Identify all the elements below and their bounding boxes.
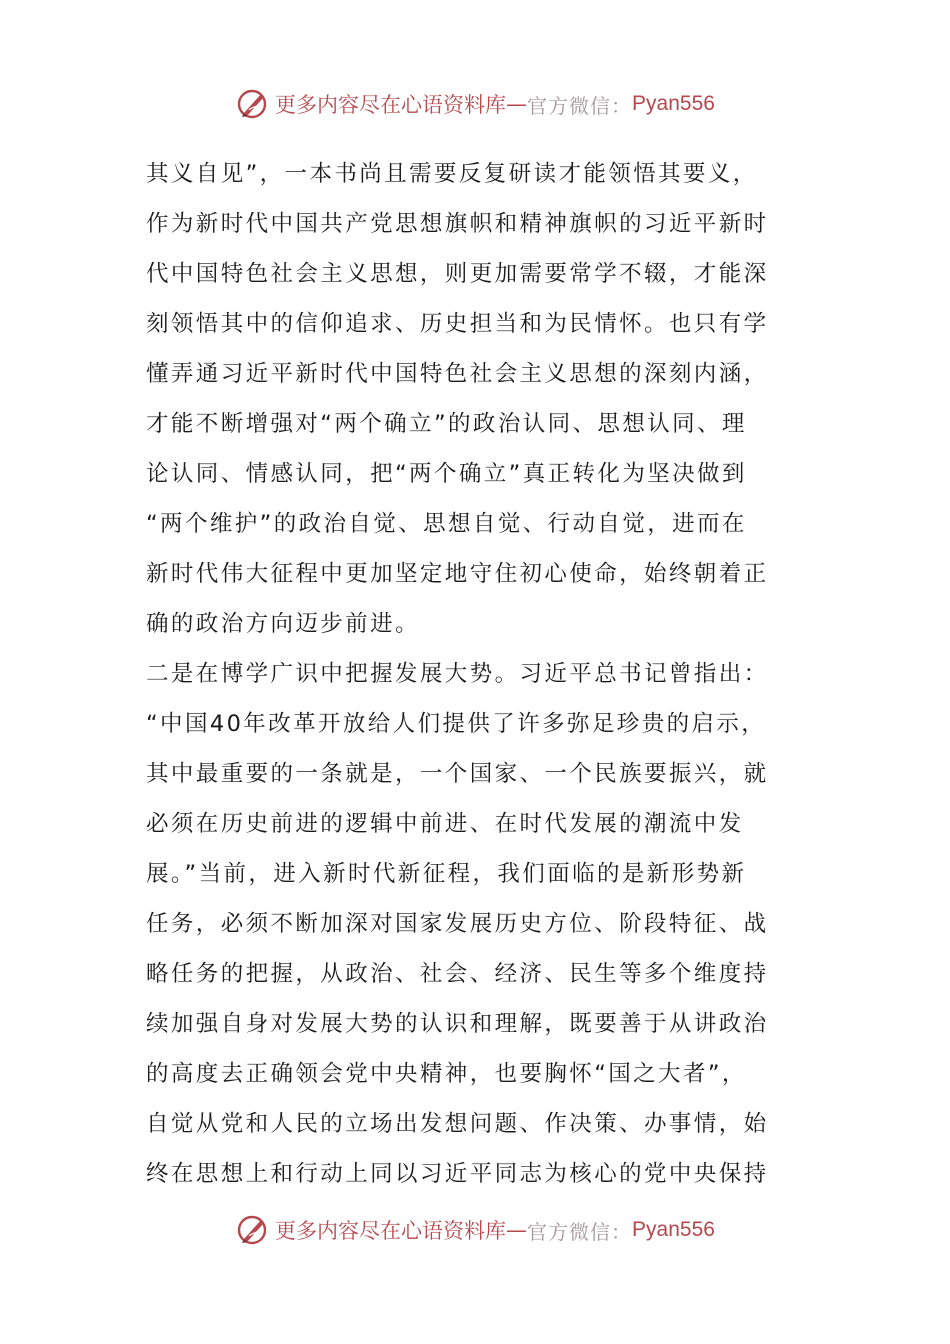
footer-brand-text: 更多内容尽在心语资料库 xyxy=(275,1219,507,1243)
header-banner xyxy=(0,84,950,124)
body-line: 新时代伟大征程中更加坚定地守住初心使命，始终朝着正 xyxy=(146,561,769,587)
body-line: 自觉从党和人民的立场出发想问题、作决策、办事情，始 xyxy=(146,1111,769,1137)
footer-wechat-id: Pyan556 xyxy=(632,1218,715,1241)
document-body xyxy=(146,149,811,1199)
header-wechat-id: Pyan556 xyxy=(632,92,715,115)
body-line: 刻领悟其中的信仰追求、历史担当和为民情怀。也只有学 xyxy=(146,311,769,337)
body-line: 代中国特色社会主义思想，则更加需要常学不辍，才能深 xyxy=(146,261,769,287)
footer-dash: — xyxy=(506,1218,528,1242)
footer-wechat-label: 官方微信： xyxy=(527,1219,633,1244)
body-line: 任务，必须不断加深对国家发展历史方位、阶段特征、战 xyxy=(146,911,769,937)
body-line: 懂弄通习近平新时代中国特色社会主义思想的深刻内涵， xyxy=(146,361,769,387)
body-line: 确的政治方向迈步前进。 xyxy=(146,611,420,637)
body-line: 其中最重要的一条就是，一个国家、一个民族要振兴，就 xyxy=(146,761,769,787)
body-line: 作为新时代中国共产党思想旗帜和精神旗帜的习近平新时 xyxy=(146,211,769,237)
body-line: 其义自见”，一本书尚且需要反复研读才能领悟其要义， xyxy=(146,161,758,187)
body-line: 的高度去正确领会党中央精神，也要胸怀“国之大者”， xyxy=(146,1061,747,1087)
body-line: 续加强自身对发展大势的认识和理解，既要善于从讲政治 xyxy=(146,1011,769,1037)
header-brand-text: 更多内容尽在心语资料库 xyxy=(275,93,507,117)
pen-logo-icon xyxy=(235,86,271,122)
body-line: 必须在历史前进的逻辑中前进、在时代发展的潮流中发 xyxy=(146,811,744,837)
body-line: 论认同、情感认同，把“两个确立”真正转化为坚决做到 xyxy=(146,461,747,487)
body-line: 略任务的把握，从政治、社会、经济、民生等多个维度持 xyxy=(146,961,769,987)
body-line: “中国40年改革开放给人们提供了许多弥足珍贵的启示， xyxy=(146,711,767,737)
body-line: 才能不断增强对“两个确立”的政治认同、思想认同、理 xyxy=(146,411,747,437)
body-line: 终在思想上和行动上同以习近平同志为核心的党中央保持 xyxy=(146,1161,769,1187)
header-wechat-label: 官方微信： xyxy=(527,93,633,118)
pen-logo-icon xyxy=(235,1212,271,1248)
body-line: 二是在博学广识中把握发展大势。习近平总书记曾指出： xyxy=(146,661,769,687)
body-line: “两个维护”的政治自觉、思想自觉、行动自觉，进而在 xyxy=(146,511,747,537)
body-line: 展。”当前，进入新时代新征程，我们面临的是新形势新 xyxy=(146,861,747,887)
footer-banner xyxy=(0,1210,950,1250)
header-dash: — xyxy=(506,92,528,116)
